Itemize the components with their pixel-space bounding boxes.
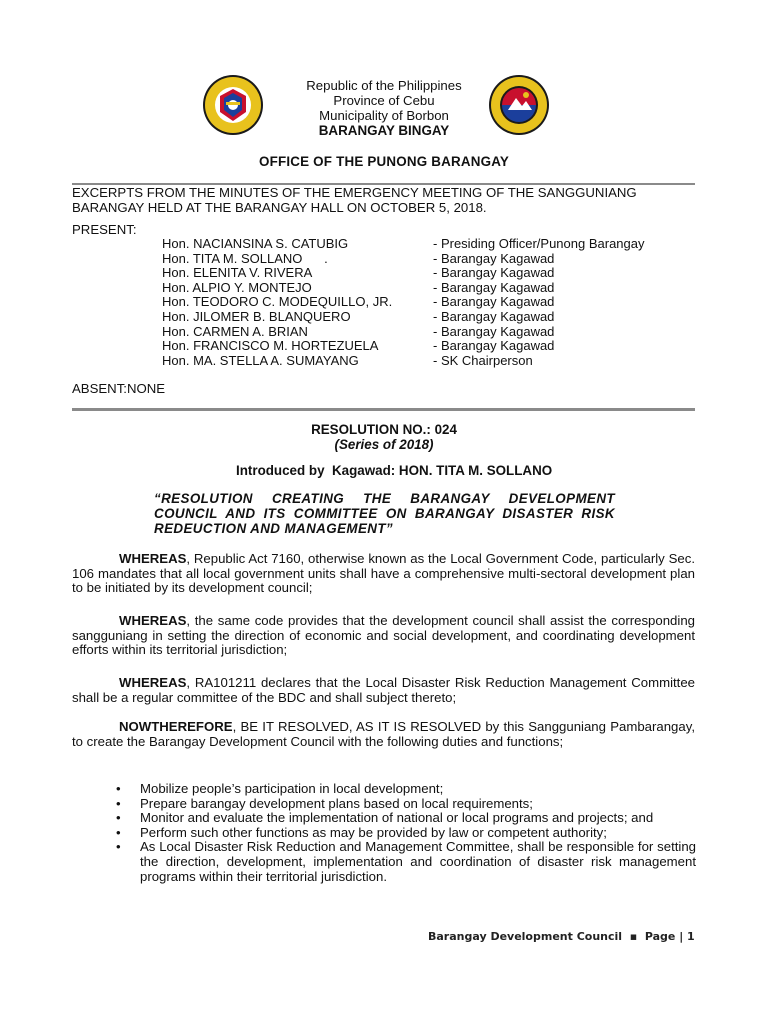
paragraph-lead: NOWTHEREFORE xyxy=(119,719,233,734)
member-row xyxy=(162,310,682,325)
paragraph-lead: WHEREAS xyxy=(119,613,187,628)
member-row xyxy=(162,237,682,252)
paragraph-lead: WHEREAS xyxy=(119,675,187,690)
member-row xyxy=(162,325,682,340)
letterhead-text xyxy=(260,78,508,138)
member-name: Hon. JILOMER B. BLANQUERO xyxy=(162,308,351,324)
list-item: • Monitor and evaluate the implementation of national or local programs and projects; and xyxy=(116,811,696,826)
member-name: Hon. CARMEN A. BRIAN xyxy=(162,323,308,339)
member-name: Hon. ALPIO Y. MONTEJO xyxy=(162,279,312,295)
member-name: Hon. NACIANSINA S. CATUBIG xyxy=(162,236,349,251)
member-role: - Barangay Kagawad xyxy=(433,323,555,339)
member-name: Hon. FRANCISCO M. HORTEZUELA xyxy=(162,338,379,354)
paragraph-text: , Republic Act 7160, otherwise known as the Local Government Code, particularly Sec. 106 mandates that all local government units shall have a comprehensive multi-sectoral development plan to be initiated by its development council; xyxy=(72,551,695,596)
member-row xyxy=(162,252,682,267)
member-role: - Barangay Kagawad xyxy=(433,294,555,310)
republic-line: Republic of the Philippines xyxy=(306,78,462,93)
member-row xyxy=(162,295,682,310)
divider xyxy=(72,408,695,411)
office-heading: OFFICE OF THE PUNONG BARANGAY xyxy=(258,154,510,169)
resolved-paragraph xyxy=(72,720,695,749)
absent-line: ABSENT:NONE xyxy=(72,381,166,396)
member-name: Hon. TEODORO C. MODEQUILLO, JR. xyxy=(162,294,393,310)
paragraph-lead: WHEREAS xyxy=(119,551,187,566)
member-row xyxy=(162,339,682,354)
member-role: - Presiding Officer/Punong Barangay xyxy=(433,236,645,251)
municipality-seal-icon xyxy=(202,74,264,136)
whereas-paragraph xyxy=(72,552,695,596)
province-line: Province of Cebu xyxy=(333,93,435,108)
list-item: • Perform such other functions as may be provided by law or competent authority; xyxy=(116,826,696,841)
member-row xyxy=(162,266,682,281)
member-role: - Barangay Kagawad xyxy=(433,338,555,354)
whereas-paragraph xyxy=(72,676,695,705)
member-name: Hon. TITA M. SOLLANO . xyxy=(162,250,328,266)
list-item: • As Local Disaster Risk Reduction and Management Committee, shall be responsible for setting the direction, development, implementation and coordination of disaster risk management programs within their territorial jurisdiction. xyxy=(116,840,696,884)
introduced-by: Introduced by Kagawad: HON. TITA M. SOLLANO xyxy=(236,463,553,478)
resolution-series: (Series of 2018) xyxy=(334,437,434,452)
member-name: Hon. ELENITA V. RIVERA xyxy=(162,265,313,281)
present-label: PRESENT: xyxy=(72,222,137,237)
municipality-line: Municipality of Borbon xyxy=(319,108,449,123)
paragraph-text: , RA101211 declares that the Local Disaster Risk Reduction Management Committee shall be a regular committee of the BDC and shall subject thereto; xyxy=(72,675,695,705)
list-item: • Prepare barangay development plans based on local requirements; xyxy=(116,797,696,812)
member-role: - Barangay Kagawad xyxy=(433,265,555,281)
member-role: - Barangay Kagawad xyxy=(433,308,555,324)
member-role: - SK Chairperson xyxy=(433,352,533,368)
member-row xyxy=(162,354,682,369)
resolution-number: RESOLUTION NO.: 024 xyxy=(311,422,457,437)
member-role: - Barangay Kagawad xyxy=(433,250,555,266)
duties-list xyxy=(116,782,696,884)
members-list xyxy=(162,237,682,368)
whereas-paragraph xyxy=(72,614,695,658)
member-role: - Barangay Kagawad xyxy=(433,279,555,295)
member-row xyxy=(162,281,682,296)
list-item: • Mobilize people’s participation in local development; xyxy=(116,782,696,797)
page-footer: Barangay Development Council ▪ Page | 1 xyxy=(428,930,695,943)
barangay-line: BARANGAY BINGAY xyxy=(318,123,450,138)
member-name: Hon. MA. STELLA A. SUMAYANG xyxy=(162,352,359,368)
barangay-seal-icon xyxy=(488,74,550,136)
minutes-excerpt: EXCERPTS FROM THE MINUTES OF THE EMERGENCY MEETING OF THE SANGGUNIANG BARANGAY HELD AT THE BARANGAY HALL ON OCTOBER 5, 2018. xyxy=(72,185,637,215)
paragraph-text: , the same code provides that the development council shall assist the corresponding sangguniang in setting the direction of economic and social development, and coordinating development efforts within its territorial jurisdiction; xyxy=(72,613,695,658)
paragraph-text: , BE IT RESOLVED, AS IT IS RESOLVED by this Sangguniang Pambarangay, to create the Barangay Development Council with the following duties and functions; xyxy=(72,719,695,749)
resolution-title: “RESOLUTION CREATING THE BARANGAY DEVELOPMENT COUNCIL AND ITS COMMITTEE ON BARANGAY DISASTER RISK REDEUCTION AND MANAGEMENT” xyxy=(154,491,615,536)
letterhead xyxy=(0,74,768,140)
